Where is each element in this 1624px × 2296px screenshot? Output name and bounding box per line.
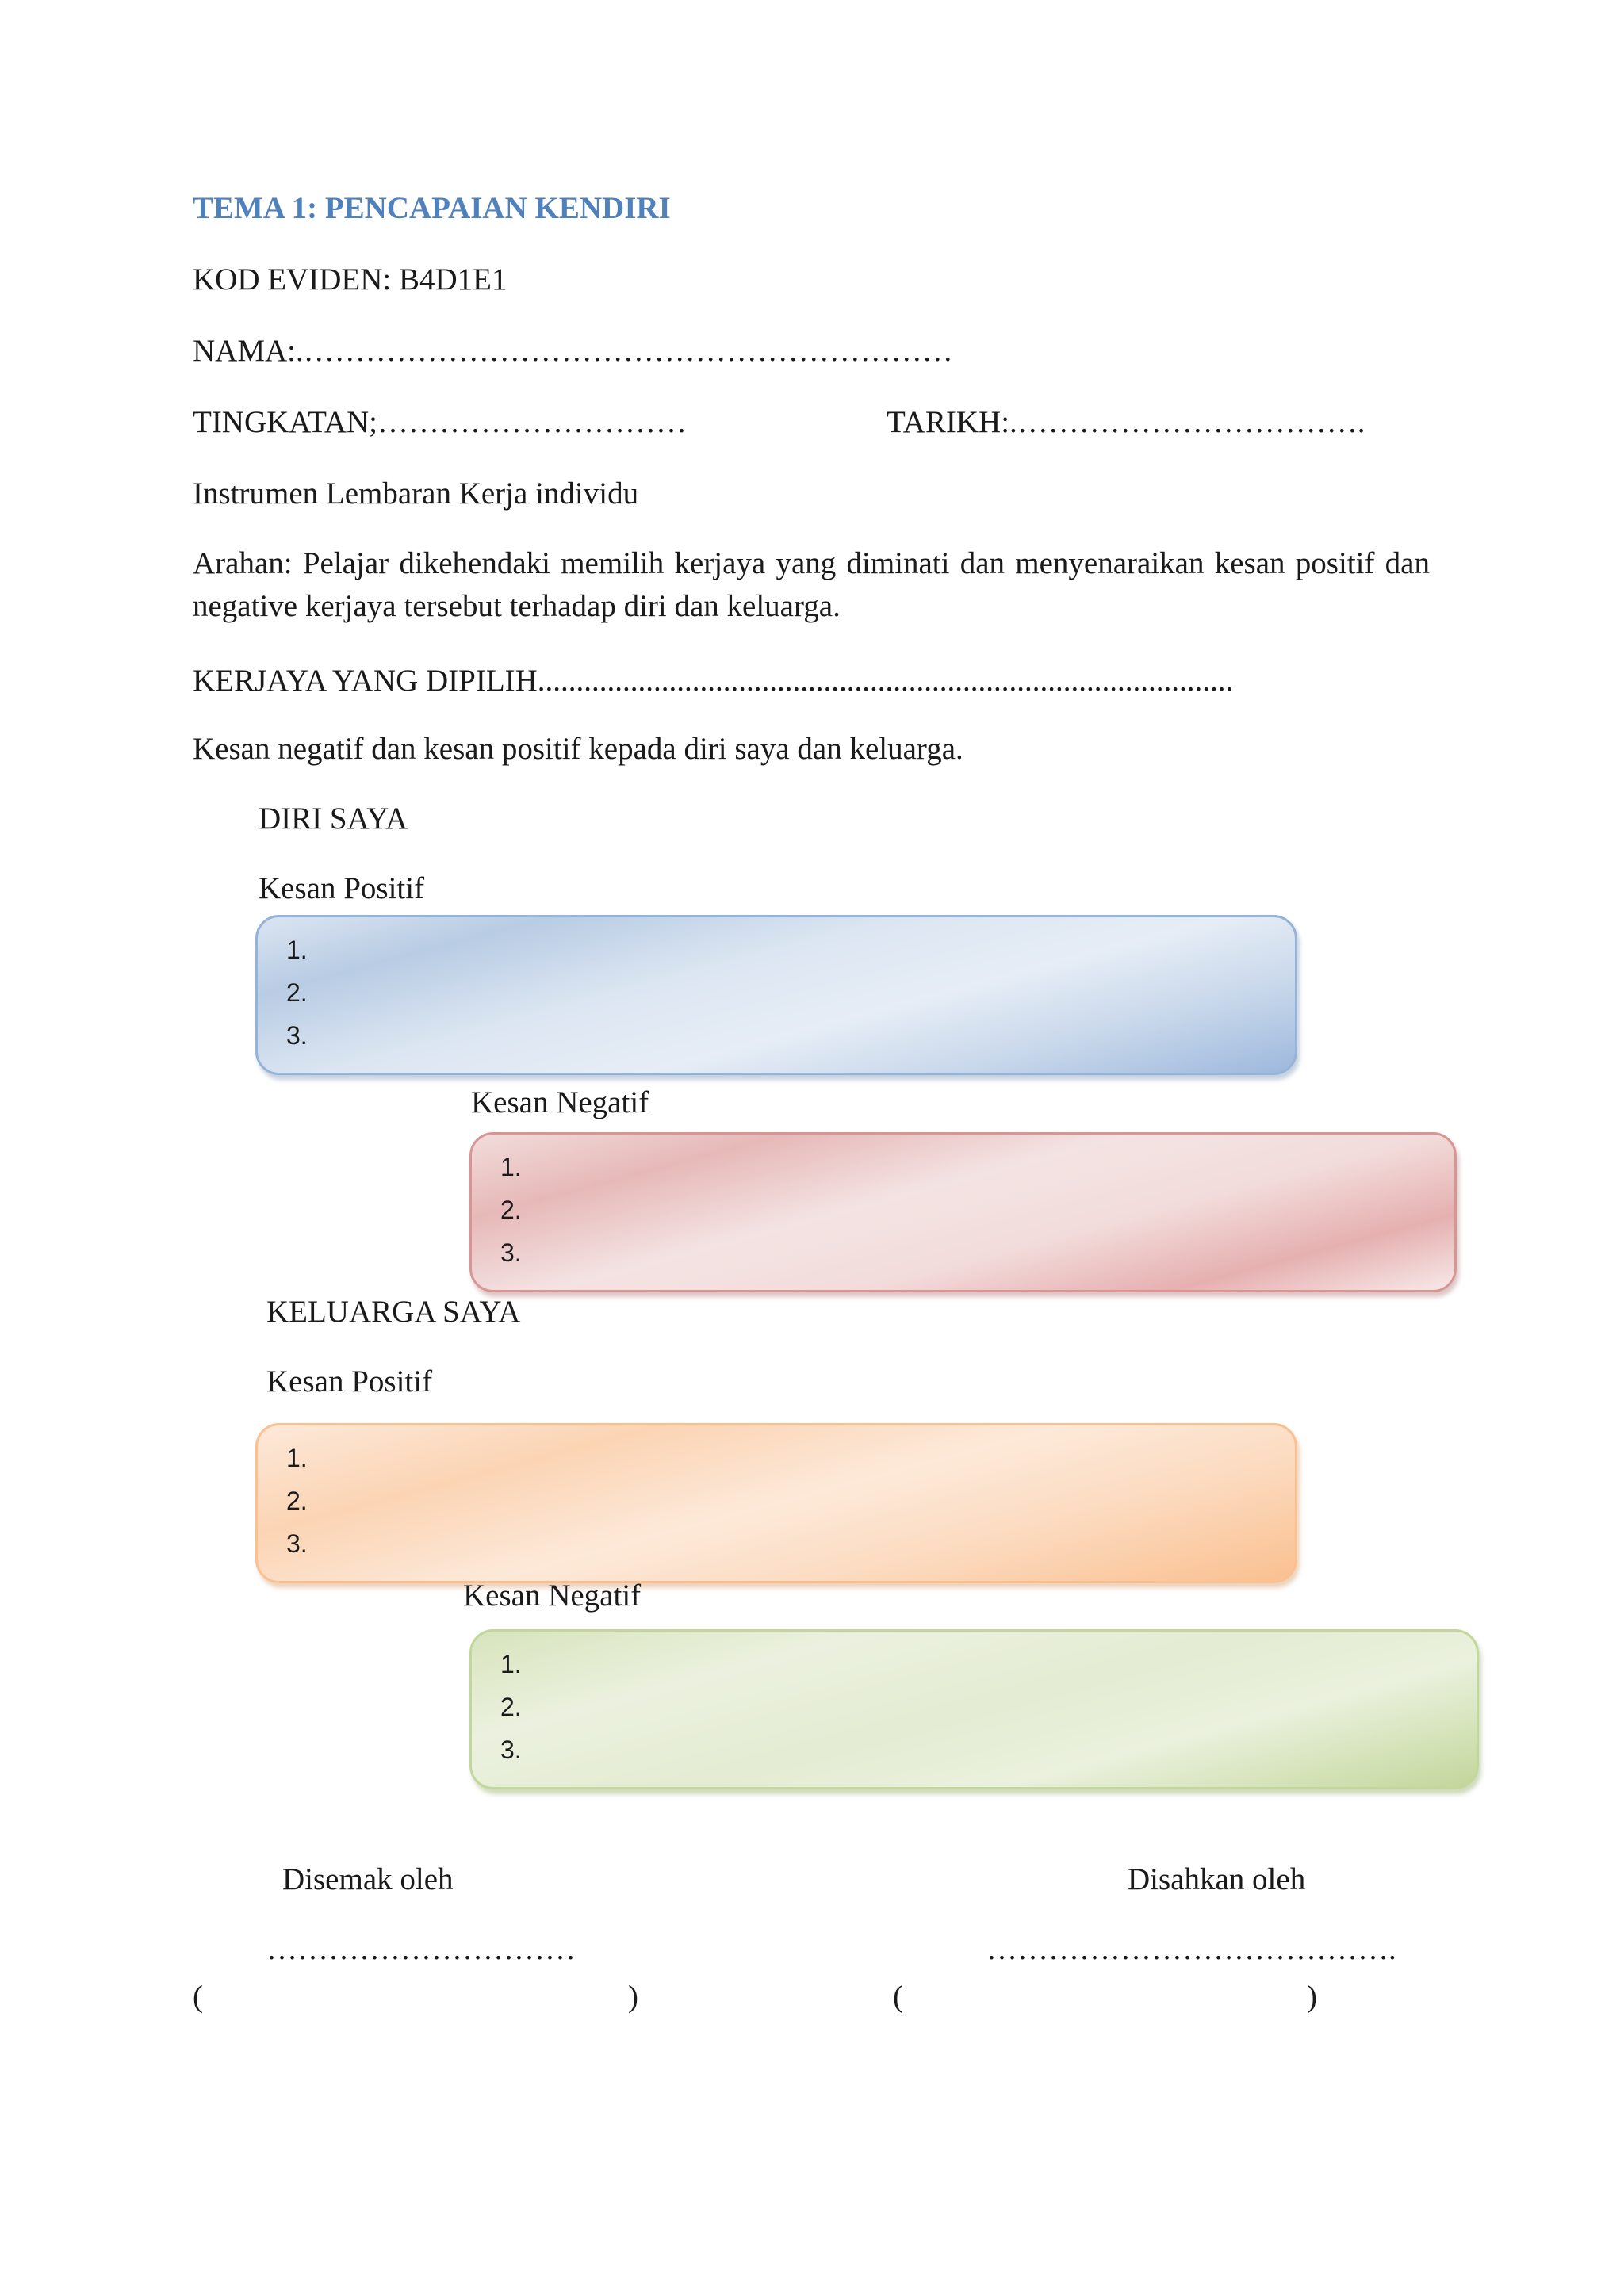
diri-negative-box[interactable]	[469, 1132, 1457, 1292]
list-item: 1.	[286, 936, 308, 964]
disahkan-name-open: (	[893, 1980, 903, 2014]
worksheet-title: TEMA 1: PENCAPAIAN KENDIRI	[193, 191, 671, 225]
diri-positive-box[interactable]	[255, 915, 1297, 1075]
keluarga-negative-label: Kesan Negatif	[463, 1578, 642, 1613]
kod-eviden: KOD EVIDEN: B4D1E1	[193, 262, 508, 297]
keluarga-positive-list	[286, 1437, 1295, 1565]
diri-positive-label: Kesan Positif	[259, 871, 425, 905]
list-item: 1.	[500, 1650, 522, 1678]
diri-negative-label: Kesan Negatif	[471, 1085, 649, 1119]
tingkatan-field: TINGKATAN;…………………………	[193, 405, 688, 439]
disahkan-name-close: )	[1307, 1980, 1317, 2014]
list-item: 2.	[500, 1693, 522, 1721]
list-item: 3.	[286, 1529, 308, 1558]
disemak-name-open: (	[193, 1980, 203, 2014]
disahkan-signature-line: ………………………………….	[986, 1932, 1396, 1966]
instrumen-label: Instrumen Lembaran Kerja individu	[193, 476, 639, 511]
keluarga-saya-heading: KELUARGA SAYA	[266, 1295, 521, 1329]
kerjaya-field: KERJAYA YANG DIPILIH..........................................................................................	[193, 664, 1234, 698]
disemak-name-close: )	[628, 1980, 638, 2014]
arahan-paragraph: Arahan: Pelajar dikehendaki memilih kerjaya yang diminati dan menyenaraikan kesan positif dan negative kerjaya tersebut terhadap diri dan keluarga.	[193, 546, 1430, 623]
list-item: 3.	[500, 1238, 522, 1267]
list-item: 3.	[500, 1735, 522, 1764]
disemak-label: Disemak oleh	[282, 1862, 454, 1896]
diri-saya-heading: DIRI SAYA	[259, 802, 408, 836]
tarikh-field: TARIKH:.…………………………….	[887, 405, 1365, 439]
intro-text: Kesan negatif dan kesan positif kepada diri saya dan keluarga.	[193, 732, 963, 766]
nama-field: NAMA:.………………………………………………………	[193, 334, 953, 368]
diri-negative-list	[500, 1146, 1454, 1274]
keluarga-positive-label: Kesan Positif	[266, 1364, 433, 1399]
list-item: 1.	[286, 1444, 308, 1472]
keluarga-positive-box[interactable]	[255, 1423, 1297, 1583]
list-item: 2.	[500, 1196, 522, 1224]
list-item: 2.	[286, 978, 308, 1007]
diri-positive-list	[286, 928, 1295, 1057]
disemak-signature-line: …………………………	[266, 1932, 576, 1966]
list-item: 2.	[286, 1487, 308, 1515]
keluarga-negative-list	[500, 1643, 1477, 1771]
list-item: 1.	[500, 1153, 522, 1181]
disahkan-label: Disahkan oleh	[1128, 1862, 1306, 1896]
keluarga-negative-box[interactable]	[469, 1629, 1479, 1789]
list-item: 3.	[286, 1021, 308, 1050]
